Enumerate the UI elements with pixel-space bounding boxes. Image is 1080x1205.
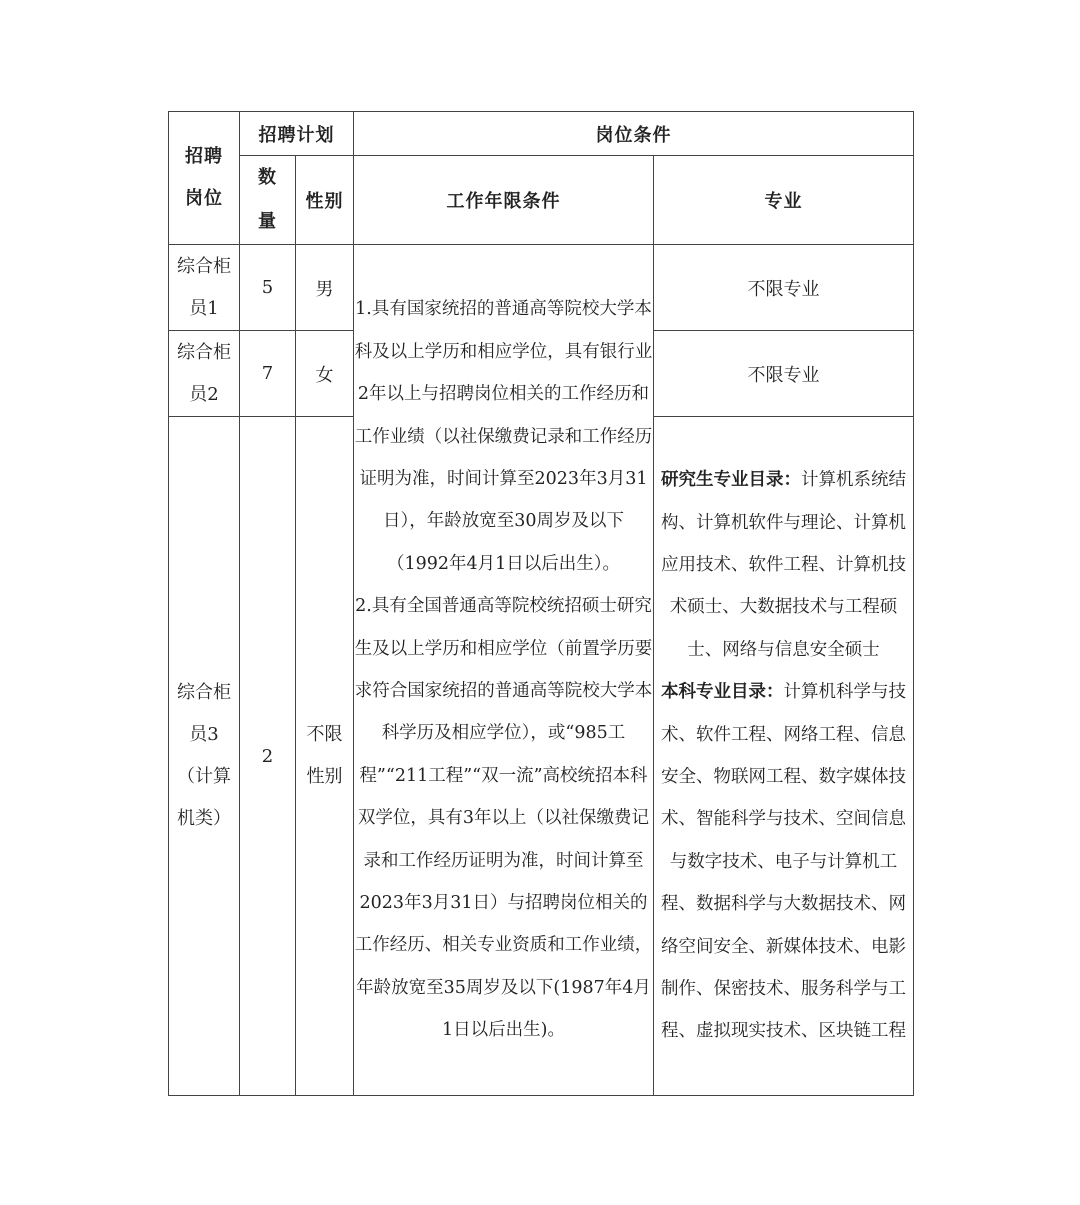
row-3-gender-text: 不限性别: [306, 724, 343, 787]
header-position-label: 招聘岗位: [185, 146, 223, 209]
row-1-position-text: 综合柜员1: [177, 255, 231, 319]
row-3-major: [654, 417, 914, 1096]
header-major: 专业: [654, 156, 914, 245]
table-row: [169, 245, 914, 331]
major-undergraduate-text: 计算机科学与技术、软件工程、网络工程、信息安全、物联网工程、数字媒体技术、智能科学与技术、空间信息与数字技术、电子与计算机工程、数据科学与大数据技术、网络空间安全、新媒体技术、电影制作、保密技术、服务科学与工程、虚拟现实技术、区块链工程: [661, 682, 906, 1042]
header-conditions: 岗位条件: [354, 112, 914, 156]
row-3-position: [169, 417, 240, 1096]
header-gender: 性别: [296, 156, 354, 245]
row-3-count: 2: [240, 417, 296, 1096]
row-2-count: 7: [240, 331, 296, 417]
recruitment-table: [168, 111, 914, 1096]
major-graduate-text: 计算机系统结构、计算机软件与理论、计算机应用技术、软件工程、计算机技术硕士、大数据技术与工程硕士、网络与信息安全硕士: [661, 470, 906, 660]
header-count-label: 数量: [258, 167, 277, 232]
major-graduate-label: 研究生专业目录：: [661, 470, 801, 491]
work-condition-2: 2.具有全国普通高等院校统招硕士研究生及以上学历和相应学位（前置学历要求符合国家统招的普通高等院校大学本科学历及相应学位），或“985工程”“211工程”“双一流”高校统招本科双学位，具有3年以上（以社保缴费记录和工作经历证明为准，时间计算至2023年3月31日）与招聘岗位相关的工作经历、相关专业资质和工作业绩，年龄放宽至35周岁及以下(1987年4月1日以后出生)。: [354, 596, 653, 1041]
work-conditions-cell: [354, 245, 654, 1096]
row-2-gender: 女: [296, 331, 354, 417]
header-position: [169, 112, 240, 245]
row-3-gender: [296, 417, 354, 1096]
row-1-major: 不限专业: [654, 245, 914, 331]
row-1-count: 5: [240, 245, 296, 331]
major-undergraduate: [654, 671, 913, 1053]
row-2-major: 不限专业: [654, 331, 914, 417]
row-2-position-text: 综合柜员2: [177, 341, 231, 405]
row-2-position: [169, 331, 240, 417]
header-count: [240, 156, 296, 245]
header-plan: 招聘计划: [240, 112, 354, 156]
major-graduate: [654, 459, 913, 671]
major-undergraduate-label: 本科专业目录：: [661, 682, 784, 703]
row-1-position: [169, 245, 240, 331]
row-3-position-text: 综合柜员3（计算机类）: [177, 682, 231, 829]
work-condition-1: 1.具有国家统招的普通高等院校大学本科及以上学历和相应学位，具有银行业2年以上与招聘岗位相关的工作经历和工作业绩（以社保缴费记录和工作经历证明为准，时间计算至2023年3月31日），年龄放宽至30周岁及以下（1992年4月1日以后出生）。: [354, 299, 653, 574]
row-1-gender: 男: [296, 245, 354, 331]
header-work-years: 工作年限条件: [354, 156, 654, 245]
